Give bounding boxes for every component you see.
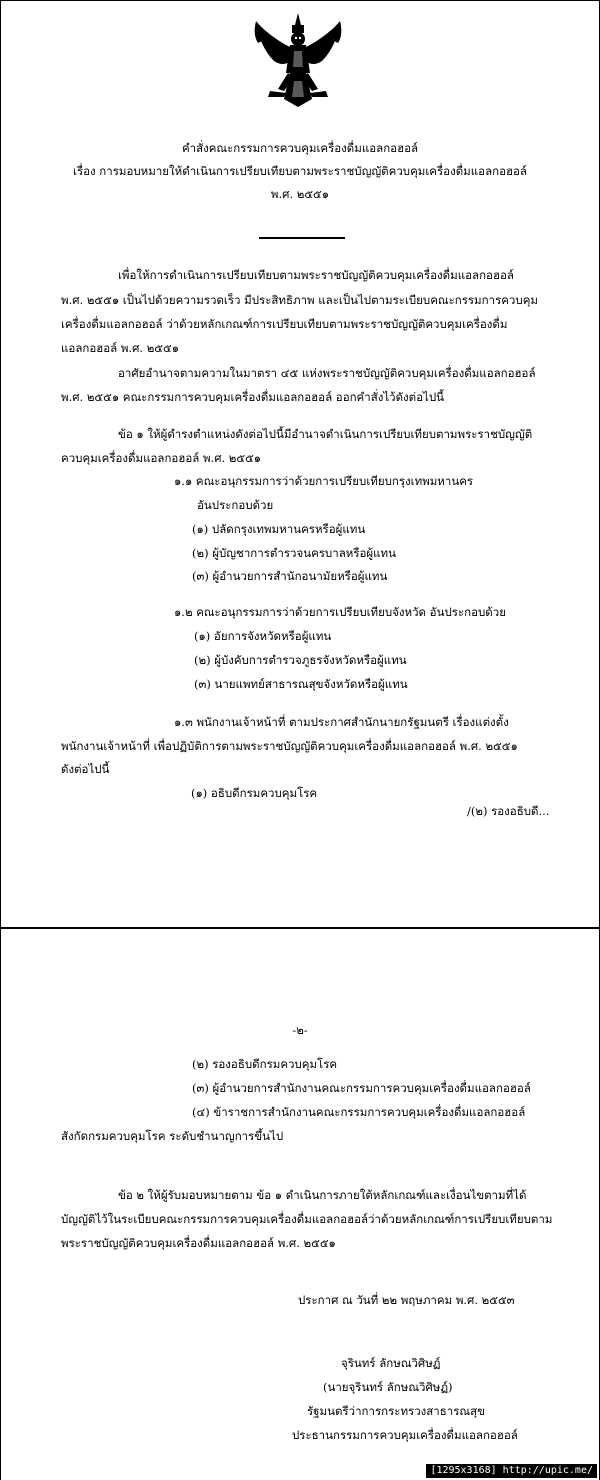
subclause-1-3-line: ดังต่อไปนี้ bbox=[61, 762, 110, 776]
list-item: (๑) อธิบดีกรมควบคุมโรค bbox=[191, 786, 318, 800]
list-item: (๓) ผู้อำนวยการสำนักอนามัยหรือผู้แทน bbox=[192, 569, 388, 583]
list-item: (๑) ปลัดกรุงเทพมหานครหรือผู้แทน bbox=[192, 522, 366, 536]
subclause-1-2-title: ๑.๒ คณะอนุกรรมการว่าด้วยการเปรียบเทียบจังหวัด อันประกอบด้วย bbox=[174, 605, 506, 619]
paragraph-line: แอลกอฮอล์ พ.ศ. ๒๕๕๑ bbox=[61, 341, 179, 355]
clause-2-line: ข้อ ๒ ให้ผู้รับมอบหมายตาม ข้อ ๑ ดำเนินการภายใต้หลักเกณฑ์และเงื่อนไขตามที่ได้ bbox=[118, 1188, 527, 1202]
paragraph-line: พ.ศ. ๒๕๕๑ คณะกรรมการควบคุมเครื่องดื่มแอลกอฮอล์ ออกคำสั่งไว้ดังต่อไปนี้ bbox=[61, 390, 444, 404]
order-title: คำสั่งคณะกรรมการควบคุมเครื่องดื่มแอลกอฮอล์ bbox=[181, 141, 419, 155]
paragraph-line: เพื่อให้การดำเนินการเปรียบเทียบตามพระราชบัญญัติควบคุมเครื่องดื่มแอลกอฮอล์ bbox=[118, 268, 514, 282]
list-item: (๒) รองอธิบดีกรมควบคุมโรค bbox=[192, 1057, 338, 1071]
clause-1-line: ข้อ ๑ ให้ผู้ดำรงตำแหน่งดังต่อไปนี้มีอำนาจดำเนินการเปรียบเทียบตามพระราชบัญญัติ bbox=[118, 427, 533, 441]
clause-2-line: พระราชบัญญัติควบคุมเครื่องดื่มแอลกอฮอล์ พ.ศ. ๒๕๕๑ bbox=[61, 1236, 336, 1250]
subclause-1-3-line: พนักงานเจ้าหน้าที่ เพื่อปฏิบัติการตามพระราชบัญญัติควบคุมเครื่องดื่มแอลกอฮอล์ พ.ศ. ๒๕๕๑ bbox=[61, 739, 518, 753]
header-divider bbox=[259, 237, 345, 239]
signature-name: จุรินทร์ ลักษณวิศิษฏ์ bbox=[341, 1356, 441, 1370]
list-item-cont: สังกัดกรมควบคุมโรค ระดับชำนาญการขึ้นไป bbox=[61, 1129, 284, 1143]
watermark-label: [1295x3168] http://upic.me/ bbox=[426, 1464, 597, 1478]
list-item: (๓) นายแพทย์สาธารณสุขจังหวัดหรือผู้แทน bbox=[194, 677, 408, 691]
subclause-1-1-title: ๑.๑ คณะอนุกรรมการว่าด้วยการเปรียบเทียบกรุงเทพมหานคร bbox=[174, 474, 474, 488]
clause-1-line: ควบคุมเครื่องดื่มแอลกอฮอล์ พ.ศ. ๒๕๕๑ bbox=[61, 451, 262, 465]
paragraph-line: อาศัยอำนาจตามความในมาตรา ๔๕ แห่งพระราชบัญญัติควบคุมเครื่องดื่มแอลกอฮอล์ bbox=[118, 366, 536, 380]
order-year: พ.ศ. ๒๕๕๑ bbox=[270, 187, 330, 201]
order-subject: เรื่อง การมอบหมายให้ดำเนินการเปรียบเทียบตามพระราชบัญญัติควบคุมเครื่องดื่มแอลกอฮอล์ bbox=[73, 164, 527, 178]
paragraph-line: พ.ศ. ๒๕๕๑ เป็นไปด้วยความรวดเร็ว มีประสิทธิภาพ และเป็นไปตามระเบียบคณะกรรมการควบคุม bbox=[61, 293, 538, 307]
list-item: (๒) ผู้บัญชาการตำรวจนครบาลหรือผู้แทน bbox=[192, 546, 396, 560]
document-page-2 bbox=[0, 928, 600, 1480]
list-item: (๑) อัยการจังหวัดหรือผู้แทน bbox=[194, 629, 332, 643]
subclause-1-1-title-cont: อันประกอบด้วย bbox=[197, 498, 274, 512]
signature-position: รัฐมนตรีว่าการกระทรวงสาธารณสุข bbox=[307, 1404, 485, 1418]
list-item: (๓) ผู้อำนวยการสำนักงานคณะกรรมการควบคุมเครื่องดื่มแอลกอฮอล์ bbox=[192, 1081, 531, 1095]
signature-position: ประธานกรรมการควบคุมเครื่องดื่มแอลกอฮอล์ bbox=[292, 1428, 518, 1442]
subclause-1-3-line: ๑.๓ พนักงานเจ้าหน้าที่ ตามประกาศสำนักนายกรัฐมนตรี เรื่องแต่งตั้ง bbox=[174, 715, 509, 729]
page-number: -๒- bbox=[292, 1023, 308, 1037]
announcement-date: ประกาศ ณ วันที่ ๒๒ พฤษภาคม พ.ศ. ๒๕๕๓ bbox=[298, 1293, 515, 1307]
garuda-emblem-icon bbox=[250, 11, 346, 111]
clause-2-line: บัญญัติไว้ในระเบียบคณะกรรมการควบคุมเครื่องดื่มแอลกอฮอล์ว่าด้วยหลักเกณฑ์การเปรียบเทียบตาม bbox=[61, 1212, 553, 1226]
paragraph-line: เครื่องดื่มแอลกอฮอล์ ว่าด้วยหลักเกณฑ์การเปรียบเทียบตามพระราชบัญญัติควบคุมเครื่องดื่ม bbox=[61, 317, 508, 331]
signature-fullname: (นายจุรินทร์ ลักษณวิศิษฏ์) bbox=[323, 1380, 453, 1394]
continuation-note: /(๒) รองอธิบดี... bbox=[467, 804, 550, 818]
list-item: (๔) ข้าราชการสำนักงานคณะกรรมการควบคุมเครื่องดื่มแอลกอฮอล์ bbox=[192, 1105, 526, 1119]
list-item: (๒) ผู้บังคับการตำรวจภูธรจังหวัดหรือผู้แทน bbox=[194, 653, 407, 667]
